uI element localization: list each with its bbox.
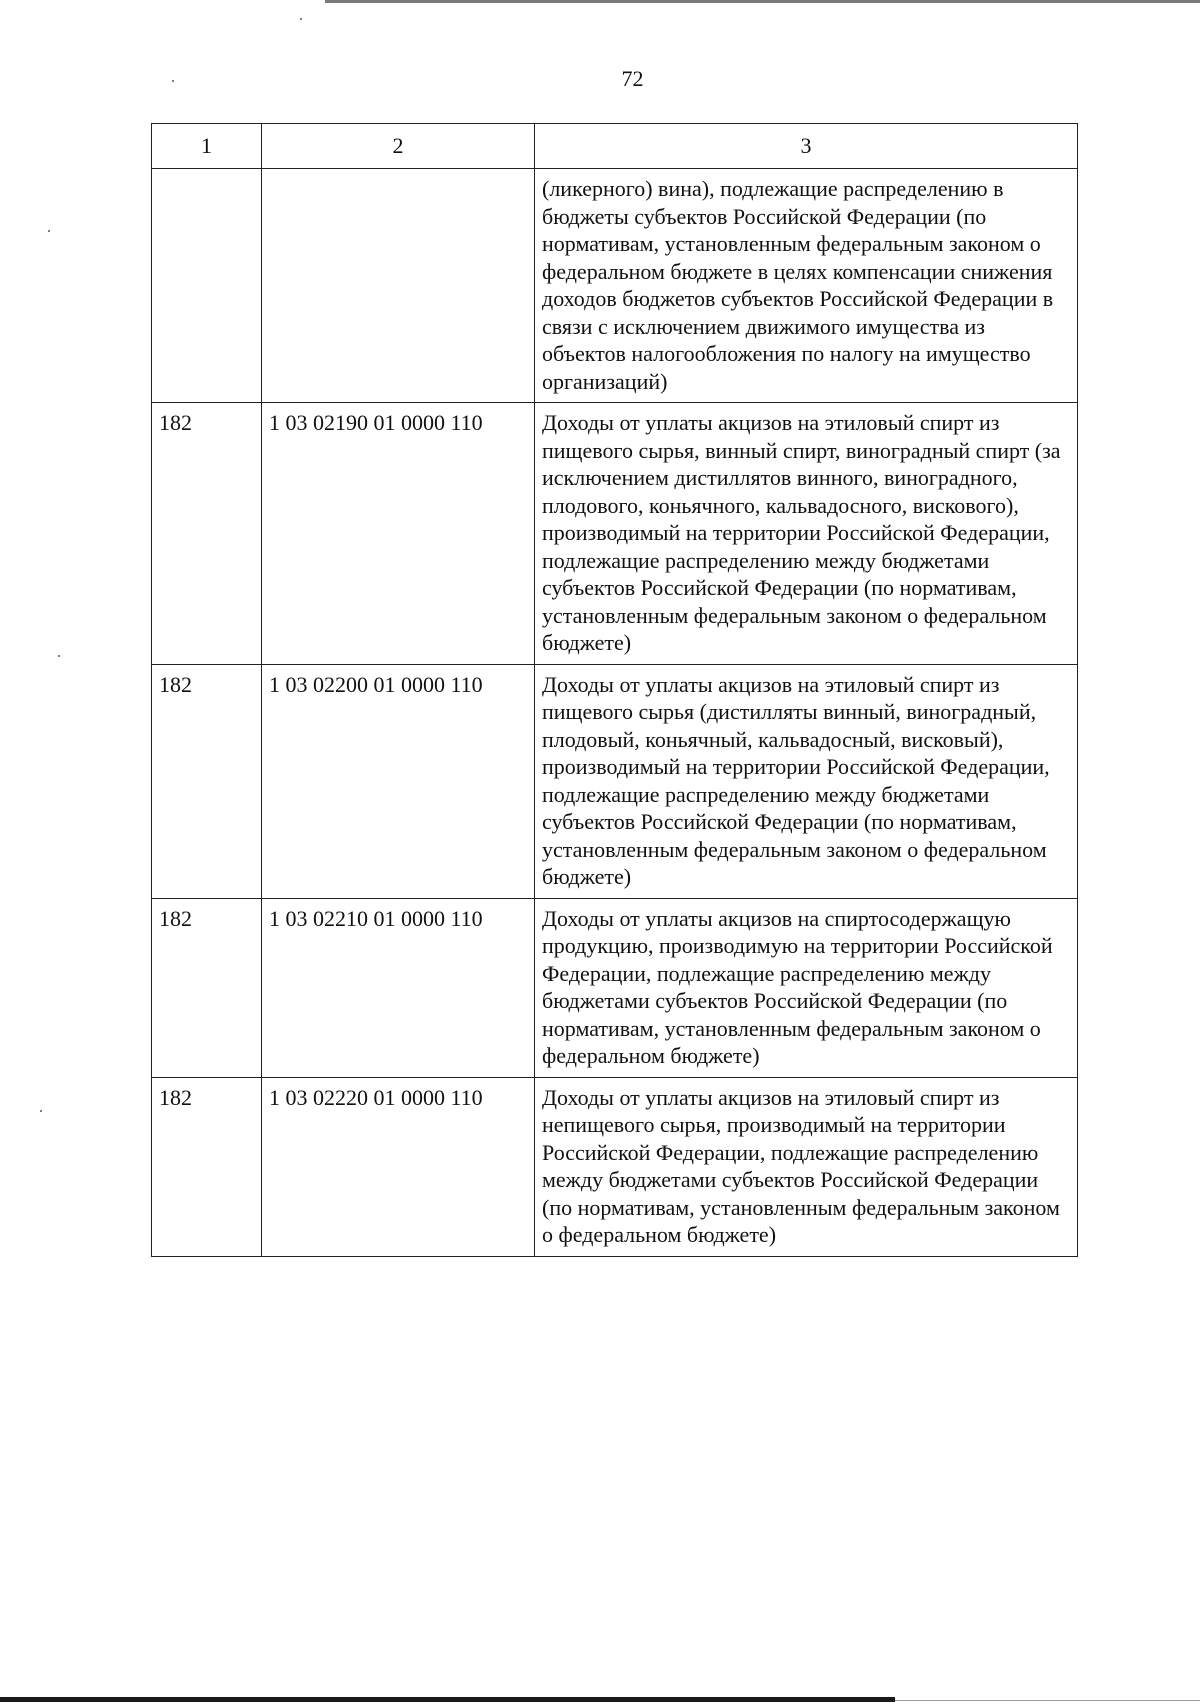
table-row xyxy=(152,664,1078,898)
kbk-code-cell: 1 03 02200 01 0000 110 xyxy=(262,664,535,898)
kbk-code-cell: 1 03 02190 01 0000 110 xyxy=(262,403,535,665)
scan-edge-bottom xyxy=(0,1697,895,1702)
description-cell: (ликерного) вина), подлежащие распределению в бюджеты субъектов Российской Федерации (по нормативам, установленным федеральным законом о федеральном бюджете в целях компенсации снижения доходов бюджетов субъектов Российской Федерации в связи с исключением движимого имущества из объектов налогообложения по налогу на имущество организаций) xyxy=(535,169,1078,403)
table-row xyxy=(152,169,1078,403)
kbk-code-cell: 1 03 02220 01 0000 110 xyxy=(262,1077,535,1256)
description-cell: Доходы от уплаты акцизов на этиловый спирт из пищевого сырья (дистилляты винный, виноградный, плодовый, коньячный, кальвадосный, висковый), производимый на территории Российской Федерации, подлежащие распределению между бюджетами субъектов Российской Федерации (по нормативам, установленным федеральным законом о федеральном бюджете) xyxy=(535,664,1078,898)
admin-code-cell: 182 xyxy=(152,403,262,665)
admin-code-cell: 182 xyxy=(152,898,262,1077)
scan-speck xyxy=(40,1110,42,1112)
scan-speck xyxy=(58,655,60,657)
table-row xyxy=(152,403,1078,665)
scan-edge-bottom-thin xyxy=(895,1700,1200,1701)
page-number: 72 xyxy=(621,66,644,91)
table-header-row xyxy=(152,124,1078,169)
description-cell: Доходы от уплаты акцизов на этиловый спирт из непищевого сырья, производимый на территории Российской Федерации, подлежащие распределению между бюджетами субъектов Российской Федерации (по нормативам, установленным федеральным законом о федеральном бюджете) xyxy=(535,1077,1078,1256)
table-row xyxy=(152,1077,1078,1256)
header-cell-2: 2 xyxy=(262,124,535,169)
scan-speck xyxy=(300,18,302,20)
admin-code-cell: 182 xyxy=(152,1077,262,1256)
table-row xyxy=(152,898,1078,1077)
header-cell-1: 1 xyxy=(152,124,262,169)
scan-speck xyxy=(172,80,174,82)
scan-speck xyxy=(48,230,50,232)
description-cell: Доходы от уплаты акцизов на спиртосодержащую продукцию, производимую на территории Российской Федерации, подлежащие распределению между бюджетами субъектов Российской Федерации (по нормативам, установленным федеральным законом о федеральном бюджете) xyxy=(535,898,1078,1077)
scan-edge-top xyxy=(325,0,1200,3)
header-cell-3: 3 xyxy=(535,124,1078,169)
admin-code-cell: 182 xyxy=(152,664,262,898)
kbk-code-cell: 1 03 02210 01 0000 110 xyxy=(262,898,535,1077)
kbk-code-cell xyxy=(262,169,535,403)
admin-code-cell xyxy=(152,169,262,403)
budget-classification-table xyxy=(151,123,1078,1257)
description-cell: Доходы от уплаты акцизов на этиловый спирт из пищевого сырья, винный спирт, виноградный спирт (за исключением дистиллятов винного, виноградного, плодового, коньячного, кальвадосного, вискового), производимый на территории Российской Федерации, подлежащие распределению между бюджетами субъектов Российской Федерации (по нормативам, установленным федеральным законом о федеральном бюджете) xyxy=(535,403,1078,665)
